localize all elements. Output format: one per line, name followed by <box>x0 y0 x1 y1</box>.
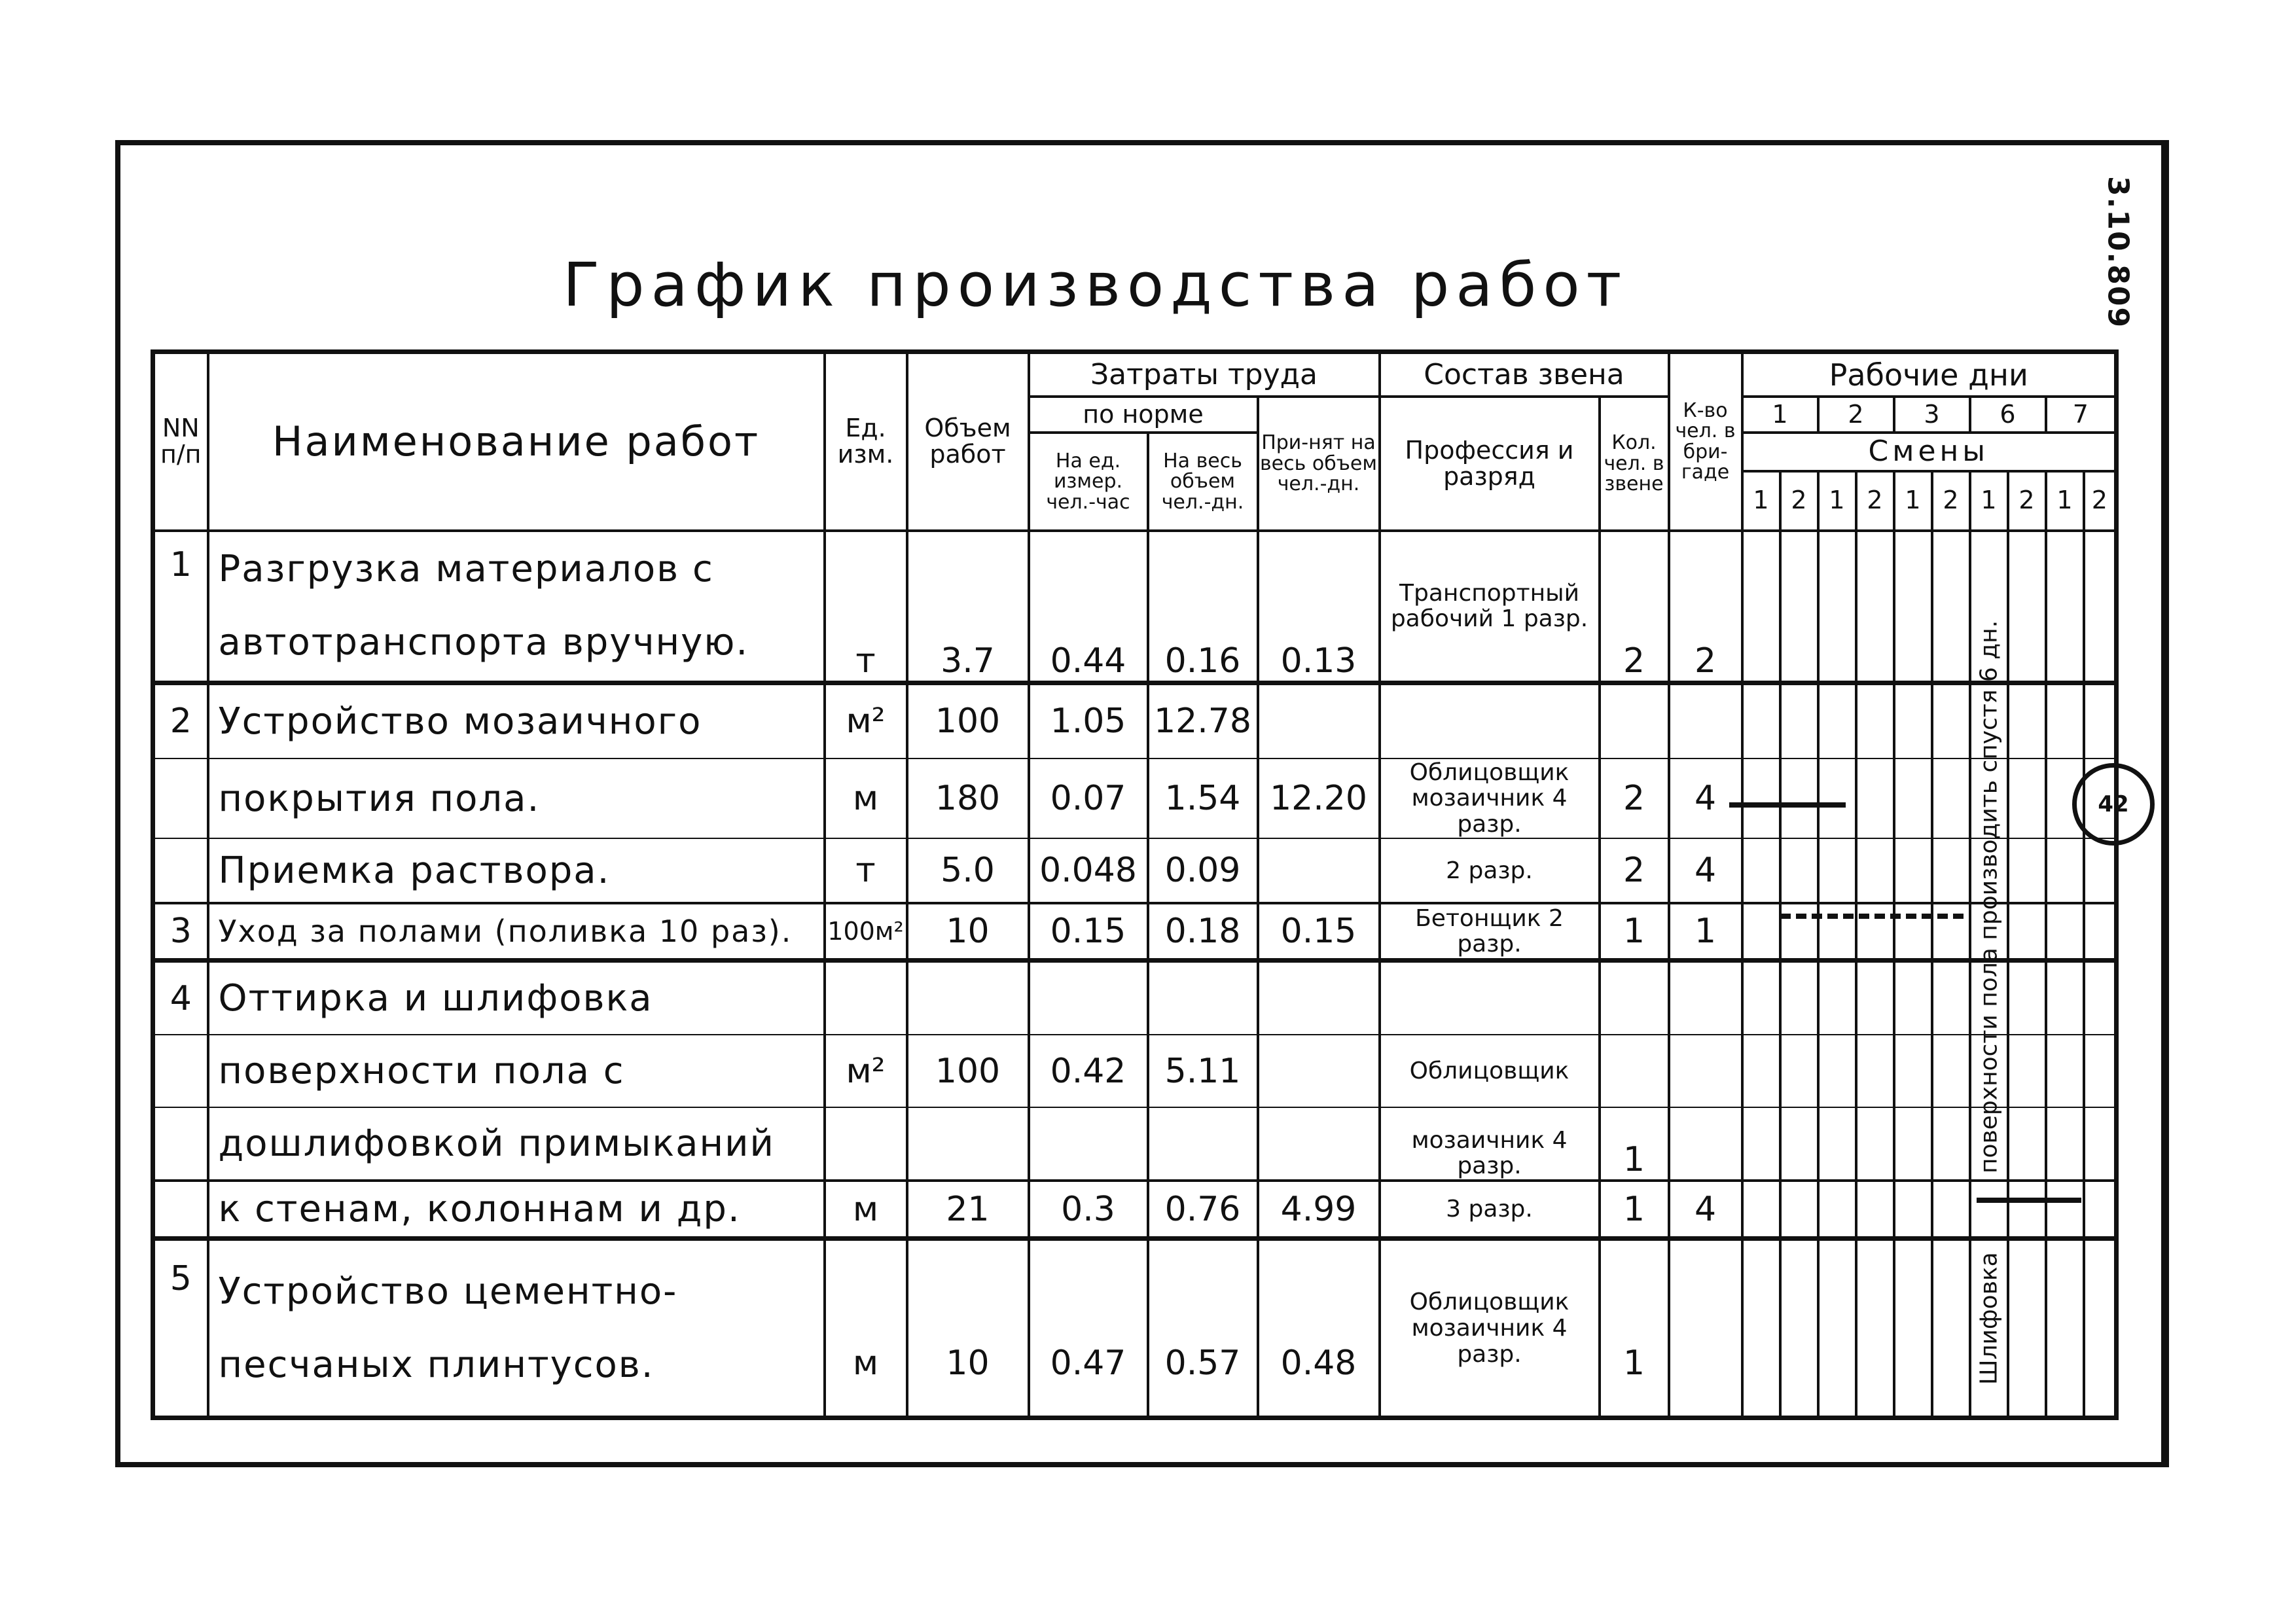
profession <box>1380 683 1600 758</box>
header-accepted: При-нят на весь объем чел.-дн. <box>1258 397 1380 531</box>
volume <box>907 1107 1029 1180</box>
total-volume: 0.16 <box>1148 531 1258 683</box>
schedule-cell <box>1894 961 1932 1035</box>
schedule-cell <box>2008 903 2046 960</box>
unit <box>825 1107 907 1180</box>
brigade-count <box>1669 961 1742 1035</box>
brigade-count <box>1669 1035 1742 1107</box>
schedule-cell <box>2008 1107 2046 1180</box>
schedule-cell <box>2084 903 2117 960</box>
work-line: автотранспорта вручную. <box>218 621 749 664</box>
per-unit: 0.048 <box>1029 838 1148 903</box>
schedule-cell <box>1856 1035 1894 1107</box>
schedule-bar-dashed <box>1780 914 1964 919</box>
schedule-cell <box>1742 1035 1780 1107</box>
shift-6: 2 <box>1932 471 1970 531</box>
crew-count: 1 <box>1600 903 1669 960</box>
per-unit: 1.05 <box>1029 683 1148 758</box>
schedule-cell <box>1932 903 1970 960</box>
schedule-cell <box>2046 1107 2084 1180</box>
accepted <box>1258 961 1380 1035</box>
header-brigade-count: К-во чел. в бри-гаде <box>1669 352 1742 531</box>
header-per-unit: На ед. измер. чел.-час <box>1029 433 1148 531</box>
production-schedule-table <box>151 349 2119 1420</box>
table-row <box>153 1107 2117 1180</box>
crew-count <box>1600 683 1669 758</box>
work-line: песчаных плинтусов. <box>218 1343 655 1386</box>
schedule-cell <box>1780 1181 1818 1239</box>
schedule-cell <box>2046 531 2084 683</box>
schedule-cell <box>1742 758 1780 838</box>
header-unit: Ед. изм. <box>825 352 907 531</box>
schedule-cell <box>1856 1181 1894 1239</box>
brigade-count <box>1669 1239 1742 1418</box>
profession: Облицовщик <box>1380 1035 1600 1107</box>
crew-count: 2 <box>1600 531 1669 683</box>
crew-count: 1 <box>1600 1107 1669 1180</box>
unit: м <box>825 1239 907 1418</box>
schedule-cell <box>1856 1239 1894 1418</box>
crew-count: 2 <box>1600 758 1669 838</box>
crew-count: 1 <box>1600 1239 1669 1418</box>
schedule-cell <box>1742 903 1780 960</box>
schedule-cell <box>2084 838 2117 903</box>
schedule-cell <box>1818 758 1856 838</box>
work-line: Устройство цементно- <box>218 1270 678 1313</box>
schedule-cell <box>1932 531 1970 683</box>
accepted: 0.13 <box>1258 531 1380 683</box>
profession: 2 разр. <box>1380 838 1600 903</box>
schedule-cell <box>1932 1107 1970 1180</box>
header-shifts: Смены <box>1742 433 2117 471</box>
total-volume: 1.54 <box>1148 758 1258 838</box>
schedule-cell <box>2008 1239 2046 1418</box>
schedule-cell <box>2046 1239 2084 1418</box>
table-row <box>153 531 2117 683</box>
profession: Транспортный рабочий 1 разр. <box>1380 531 1600 683</box>
header-crew: Состав звена <box>1380 352 1669 397</box>
total-volume: 0.76 <box>1148 1181 1258 1239</box>
volume: 3.7 <box>907 531 1029 683</box>
row-number: 5 <box>153 1239 208 1418</box>
schedule-cell <box>1894 1107 1932 1180</box>
schedule-cell <box>2084 1035 2117 1107</box>
schedule-bar-solid <box>1729 802 1846 808</box>
schedule-cell <box>2008 683 2046 758</box>
header-day-3: 3 <box>1894 397 1970 433</box>
schedule-cell <box>2084 683 2117 758</box>
schedule-cell <box>2008 961 2046 1035</box>
schedule-cell <box>1818 531 1856 683</box>
volume: 180 <box>907 758 1029 838</box>
shift-1: 1 <box>1742 471 1780 531</box>
schedule-cell <box>2084 1239 2117 1418</box>
work-name: Приемка раствора. <box>208 838 825 903</box>
header-nn: NN п/п <box>153 352 208 531</box>
schedule-cell <box>2008 1181 2046 1239</box>
schedule-cell <box>2008 531 2046 683</box>
brigade-count <box>1669 1107 1742 1180</box>
header-labor-norm: по норме <box>1029 397 1258 433</box>
schedule-cell <box>2046 1035 2084 1107</box>
header-day-6: 6 <box>1970 397 2046 433</box>
profession: 3 разр. <box>1380 1181 1600 1239</box>
volume: 21 <box>907 1181 1029 1239</box>
work-name: Уход за полами (поливка 10 раз). <box>208 903 825 960</box>
schedule-cell <box>1932 838 1970 903</box>
schedule-cell <box>1742 961 1780 1035</box>
header-work-name: Наименование работ <box>208 352 825 531</box>
accepted: 0.48 <box>1258 1239 1380 1418</box>
table-row <box>153 961 2117 1035</box>
schedule-cell <box>1894 838 1932 903</box>
schedule-cell <box>1742 1181 1780 1239</box>
schedule-cell <box>1742 1107 1780 1180</box>
schedule-cell <box>1894 903 1932 960</box>
profession: Бетонщик 2 разр. <box>1380 903 1600 960</box>
shift-5: 1 <box>1894 471 1932 531</box>
header-profession: Профессия и разряд <box>1380 397 1600 531</box>
schedule-cell <box>1894 531 1932 683</box>
unit: т <box>825 531 907 683</box>
volume <box>907 961 1029 1035</box>
schedule-cell <box>1780 1035 1818 1107</box>
shift-7: 1 <box>1970 471 2008 531</box>
row-number <box>153 1035 208 1107</box>
total-volume: 0.57 <box>1148 1239 1258 1418</box>
schedule-cell <box>2084 531 2117 683</box>
schedule-cell <box>1780 683 1818 758</box>
unit: м² <box>825 1035 907 1107</box>
total-volume: 12.78 <box>1148 683 1258 758</box>
schedule-cell <box>1818 961 1856 1035</box>
table-row <box>153 838 2117 903</box>
schedule-cell <box>2046 903 2084 960</box>
accepted <box>1258 838 1380 903</box>
schedule-cell <box>2046 838 2084 903</box>
schedule-cell <box>1780 758 1818 838</box>
schedule-cell <box>1818 683 1856 758</box>
table-row <box>153 903 2117 960</box>
per-unit: 0.3 <box>1029 1181 1148 1239</box>
header-crew-count: Кол. чел. в звене <box>1600 397 1669 531</box>
per-unit: 0.42 <box>1029 1035 1148 1107</box>
schedule-cell <box>1856 838 1894 903</box>
volume: 5.0 <box>907 838 1029 903</box>
work-name <box>208 531 825 683</box>
volume: 100 <box>907 683 1029 758</box>
crew-count <box>1600 1035 1669 1107</box>
volume: 10 <box>907 1239 1029 1418</box>
crew-count: 2 <box>1600 838 1669 903</box>
schedule-cell <box>2008 758 2046 838</box>
work-name: Устройство мозаичного <box>208 683 825 758</box>
profession <box>1380 961 1600 1035</box>
shift-2: 2 <box>1780 471 1818 531</box>
per-unit: 0.44 <box>1029 531 1148 683</box>
row-number: 4 <box>153 961 208 1035</box>
schedule-cell <box>1932 683 1970 758</box>
schedule-cell <box>1894 758 1932 838</box>
unit: т <box>825 838 907 903</box>
schedule-cell <box>1818 1035 1856 1107</box>
table-row <box>153 1035 2117 1107</box>
header-labor: Затраты труда <box>1029 352 1380 397</box>
row-number <box>153 1107 208 1180</box>
header-day-7: 7 <box>2046 397 2117 433</box>
shift-10: 2 <box>2084 471 2117 531</box>
schedule-cell <box>1932 961 1970 1035</box>
schedule-cell <box>1932 758 1970 838</box>
total-volume <box>1148 961 1258 1035</box>
schedule-cell <box>2084 1181 2117 1239</box>
schedule-cell <box>1856 1107 1894 1180</box>
schedule-cell <box>1780 838 1818 903</box>
document-code: 3.10.809 <box>2101 176 2135 329</box>
total-volume <box>1148 1107 1258 1180</box>
accepted: 12.20 <box>1258 758 1380 838</box>
schedule-cell <box>1780 903 1818 960</box>
total-volume: 5.11 <box>1148 1035 1258 1107</box>
total-volume: 0.09 <box>1148 838 1258 903</box>
volume: 100 <box>907 1035 1029 1107</box>
row-number <box>153 758 208 838</box>
schedule-cell <box>1742 683 1780 758</box>
brigade-count <box>1669 683 1742 758</box>
unit: 100м² <box>825 903 907 960</box>
schedule-cell <box>1894 1181 1932 1239</box>
schedule-cell <box>2084 1107 2117 1180</box>
schedule-cell <box>1818 903 1856 960</box>
work-name: поверхности пола с <box>208 1035 825 1107</box>
schedule-cell <box>1780 1107 1818 1180</box>
schedule-cell <box>1856 531 1894 683</box>
header-day-1: 1 <box>1742 397 1818 433</box>
unit: м <box>825 758 907 838</box>
profession: Облицовщик мозаичник 4 разр. <box>1380 1239 1600 1418</box>
schedule-cell <box>2084 961 2117 1035</box>
header-total-volume: На весь объем чел.-дн. <box>1148 433 1258 531</box>
accepted: 0.15 <box>1258 903 1380 960</box>
per-unit: 0.07 <box>1029 758 1148 838</box>
accepted <box>1258 1035 1380 1107</box>
profession: Облицовщик мозаичник 4 разр. <box>1380 758 1600 838</box>
schedule-cell <box>1818 1181 1856 1239</box>
shift-3: 1 <box>1818 471 1856 531</box>
work-name: дошлифовкой примыканий <box>208 1107 825 1180</box>
brigade-count: 4 <box>1669 758 1742 838</box>
accepted <box>1258 683 1380 758</box>
work-name: Оттирка и шлифовка <box>208 961 825 1035</box>
row-number: 2 <box>153 683 208 758</box>
schedule-cell <box>1932 1035 1970 1107</box>
header-workdays: Рабочие дни <box>1742 352 2117 397</box>
row-number <box>153 1181 208 1239</box>
shift-8: 2 <box>2008 471 2046 531</box>
header-day-2: 2 <box>1818 397 1894 433</box>
schedule-cell <box>1856 903 1894 960</box>
schedule-cell <box>2046 1181 2084 1239</box>
table-row <box>153 1239 2117 1418</box>
work-line: Разгрузка материалов с <box>218 548 714 591</box>
crew-count <box>1600 961 1669 1035</box>
schedule-cell <box>1856 758 1894 838</box>
row-number <box>153 838 208 903</box>
schedule-cell <box>1742 838 1780 903</box>
table-row <box>153 683 2117 758</box>
per-unit: 0.47 <box>1029 1239 1148 1418</box>
schedule-cell <box>1742 1239 1780 1418</box>
brigade-count: 4 <box>1669 838 1742 903</box>
schedule-cell <box>1742 531 1780 683</box>
work-name: покрытия пола. <box>208 758 825 838</box>
schedule-cell <box>1780 531 1818 683</box>
schedule-cell <box>1894 1035 1932 1107</box>
schedule-cell <box>1894 683 1932 758</box>
page-title: График производства работ <box>563 250 1628 320</box>
brigade-count: 2 <box>1669 531 1742 683</box>
work-name <box>208 1239 825 1418</box>
brigade-count: 4 <box>1669 1181 1742 1239</box>
unit: м <box>825 1181 907 1239</box>
unit: м² <box>825 683 907 758</box>
round-stamp: 42 <box>2072 763 2155 846</box>
profession: мозаичник 4 разр. <box>1380 1107 1600 1180</box>
per-unit <box>1029 961 1148 1035</box>
accepted: 4.99 <box>1258 1181 1380 1239</box>
schedule-vertical-note: поверхности пола производить спустя 6 дн. <box>1975 620 2003 1173</box>
unit <box>825 961 907 1035</box>
table-row <box>153 758 2117 838</box>
schedule-cell <box>1780 961 1818 1035</box>
schedule-cell <box>1856 961 1894 1035</box>
schedule-cell <box>2046 683 2084 758</box>
schedule-cell <box>1932 1239 1970 1418</box>
schedule-cell <box>1894 1239 1932 1418</box>
schedule-cell <box>1818 1107 1856 1180</box>
header-volume: Объем работ <box>907 352 1029 531</box>
crew-count: 1 <box>1600 1181 1669 1239</box>
brigade-count: 1 <box>1669 903 1742 960</box>
per-unit: 0.15 <box>1029 903 1148 960</box>
shift-9: 1 <box>2046 471 2084 531</box>
schedule-vertical-note-2: Шлифовка <box>1975 1252 2003 1385</box>
schedule-cell <box>1856 683 1894 758</box>
schedule-cell <box>1932 1181 1970 1239</box>
row-number: 1 <box>153 531 208 683</box>
schedule-cell <box>1818 1239 1856 1418</box>
schedule-cell <box>2008 838 2046 903</box>
table-row <box>153 1181 2117 1239</box>
work-name: к стенам, колоннам и др. <box>208 1181 825 1239</box>
accepted <box>1258 1107 1380 1180</box>
row-number: 3 <box>153 903 208 960</box>
schedule-cell <box>1780 1239 1818 1418</box>
schedule-cell <box>2008 1035 2046 1107</box>
volume: 10 <box>907 903 1029 960</box>
schedule-cell <box>1818 838 1856 903</box>
per-unit <box>1029 1107 1148 1180</box>
shift-4: 2 <box>1856 471 1894 531</box>
schedule-cell <box>2046 961 2084 1035</box>
total-volume: 0.18 <box>1148 903 1258 960</box>
